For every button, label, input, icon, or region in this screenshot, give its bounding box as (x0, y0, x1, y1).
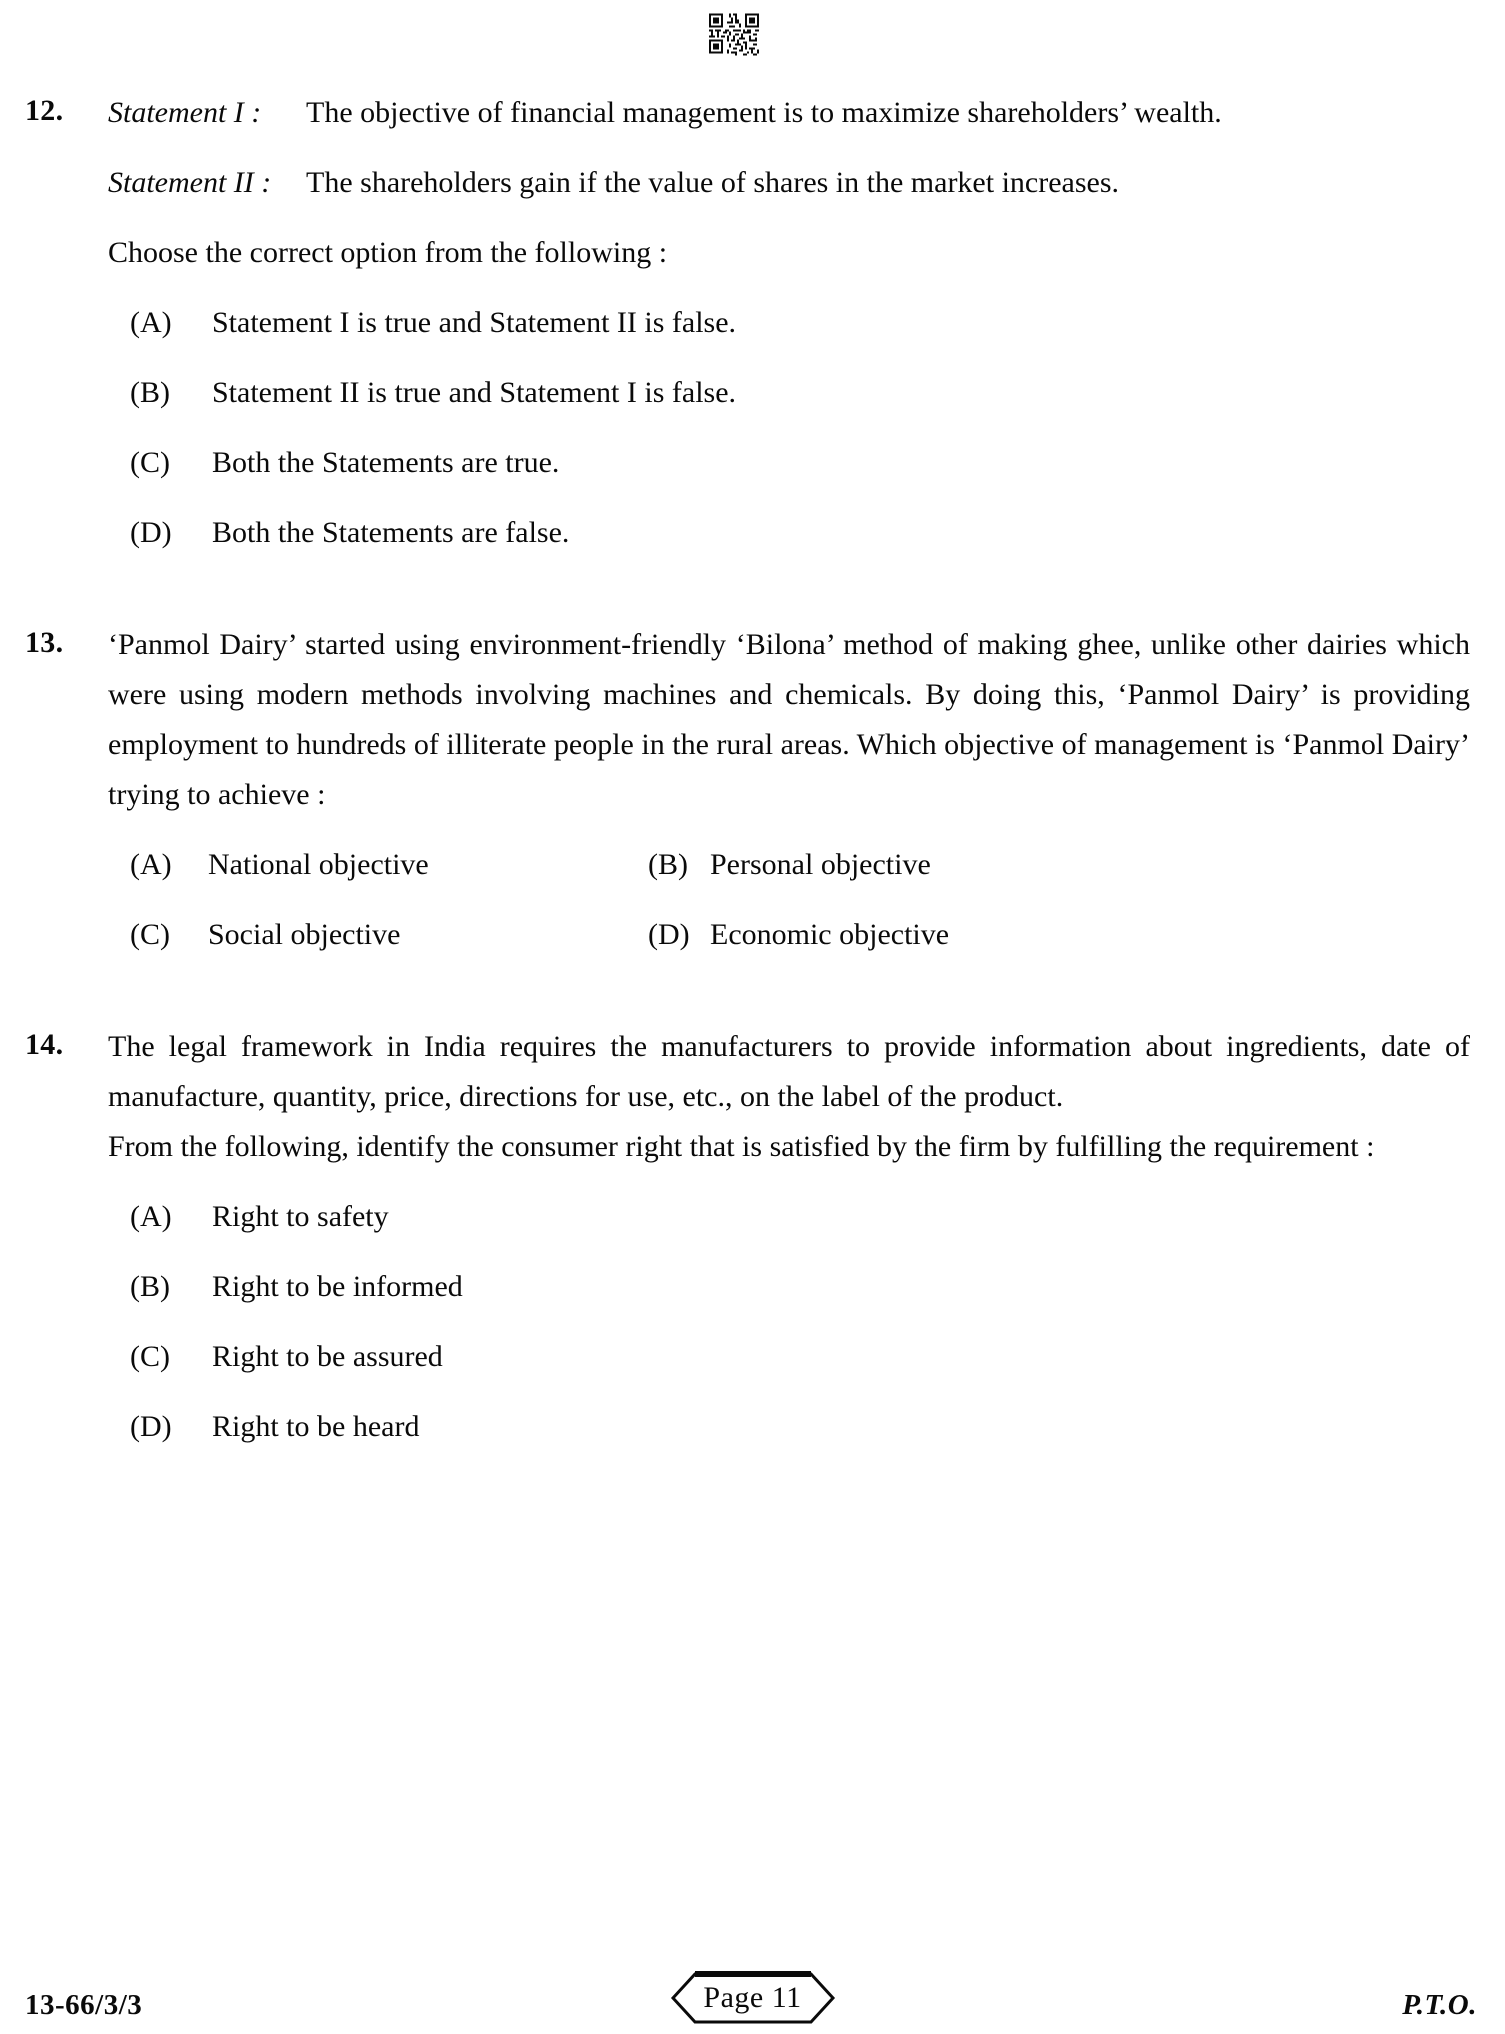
option-b[interactable] (648, 840, 931, 890)
statement-text: The objective of financial management is to maximize shareholders’ wealth. (306, 96, 1222, 129)
option-key: (B) (130, 376, 170, 409)
spacer (108, 488, 1470, 508)
option-key: (A) (130, 1200, 172, 1233)
option-text: Right to be heard (212, 1410, 420, 1443)
paper-code: 13-66/3/3 (25, 1989, 143, 2021)
spacer (25, 960, 1475, 1022)
question-number: 14. (25, 1028, 64, 1061)
page-footer (0, 1966, 1505, 2026)
statement-row-1 (108, 88, 1470, 138)
question-14 (25, 1022, 1475, 1452)
option-key: (A) (130, 848, 172, 881)
option-b[interactable] (108, 1262, 1470, 1312)
page-number-badge (633, 1970, 873, 2026)
spacer (108, 1312, 1470, 1332)
option-text: Both the Statements are true. (212, 446, 560, 479)
option-b[interactable] (108, 368, 1470, 418)
spacer (108, 1172, 1470, 1192)
option-c[interactable] (108, 1332, 1470, 1382)
option-a[interactable] (130, 840, 429, 890)
option-text: Statement I is true and Statement II is false. (212, 306, 737, 339)
option-key: (C) (130, 918, 170, 951)
option-text: Both the Statements are false. (212, 516, 570, 549)
option-text: Statement II is true and Statement I is false. (212, 376, 737, 409)
spacer (108, 1382, 1470, 1402)
option-text: Economic objective (710, 918, 950, 951)
spacer (108, 820, 1470, 840)
option-text: Right to safety (212, 1200, 389, 1233)
question-12 (25, 88, 1475, 558)
statement-text: The shareholders gain if the value of shares in the market increases. (306, 166, 1120, 199)
spacer (108, 208, 1470, 228)
option-text: Right to be informed (212, 1270, 463, 1303)
option-list (108, 298, 1470, 558)
option-text: National objective (208, 848, 429, 881)
question-paragraph: From the following, identify the consumer right that is satisfied by the firm by fulfilling the requirement : (108, 1130, 1375, 1163)
option-c[interactable] (108, 438, 1470, 488)
spacer (108, 348, 1470, 368)
option-key: (C) (130, 446, 170, 479)
option-list (108, 1192, 1470, 1452)
option-key: (B) (130, 1270, 170, 1303)
spacer (25, 558, 1475, 620)
question-lead: Choose the correct option from the following : (108, 236, 668, 269)
question-list (0, 88, 1505, 1452)
spacer (108, 890, 1470, 910)
spacer (108, 138, 1470, 158)
option-key: (D) (130, 1410, 172, 1443)
spacer (108, 278, 1470, 298)
question-13 (25, 620, 1475, 960)
statement-row-2 (108, 158, 1470, 208)
option-key: (A) (130, 306, 172, 339)
option-d[interactable] (108, 508, 1470, 558)
question-number: 13. (25, 626, 64, 659)
page-number-label: Page 11 (703, 1981, 802, 2014)
option-key: (D) (648, 918, 690, 951)
qr-code-icon (707, 11, 765, 58)
question-number: 12. (25, 94, 64, 127)
statement-label: Statement II : (108, 166, 272, 199)
option-a[interactable] (108, 298, 1470, 348)
option-a[interactable] (108, 1192, 1470, 1242)
option-text: Right to be assured (212, 1340, 443, 1373)
option-grid (108, 840, 1470, 960)
option-key: (B) (648, 848, 688, 881)
option-c[interactable] (130, 910, 400, 960)
option-key: (C) (130, 1340, 170, 1373)
question-paragraph: ‘Panmol Dairy’ started using environment-friendly ‘Bilona’ method of making ghee, unlike other dairies which were using modern methods involving machines and chemicals. By doing this, ‘Panmol Dairy’ is providing employment to hundreds of illiterate people in the rural areas. Which objective of management is ‘Panmol Dairy’ trying to achieve : (108, 628, 1470, 811)
pto-label: P.T.O. (1402, 1989, 1477, 2021)
option-text: Personal objective (710, 848, 931, 881)
question-paragraph: The legal framework in India requires the manufacturers to provide information about ingredients, date of manufacture, quantity, price, directions for use, etc., on the label of the product. (108, 1030, 1470, 1113)
option-d[interactable] (648, 910, 949, 960)
spacer (108, 418, 1470, 438)
option-key: (D) (130, 516, 172, 549)
option-d[interactable] (108, 1402, 1470, 1452)
statement-label: Statement I : (108, 96, 262, 129)
option-text: Social objective (208, 918, 401, 951)
spacer (108, 1242, 1470, 1262)
